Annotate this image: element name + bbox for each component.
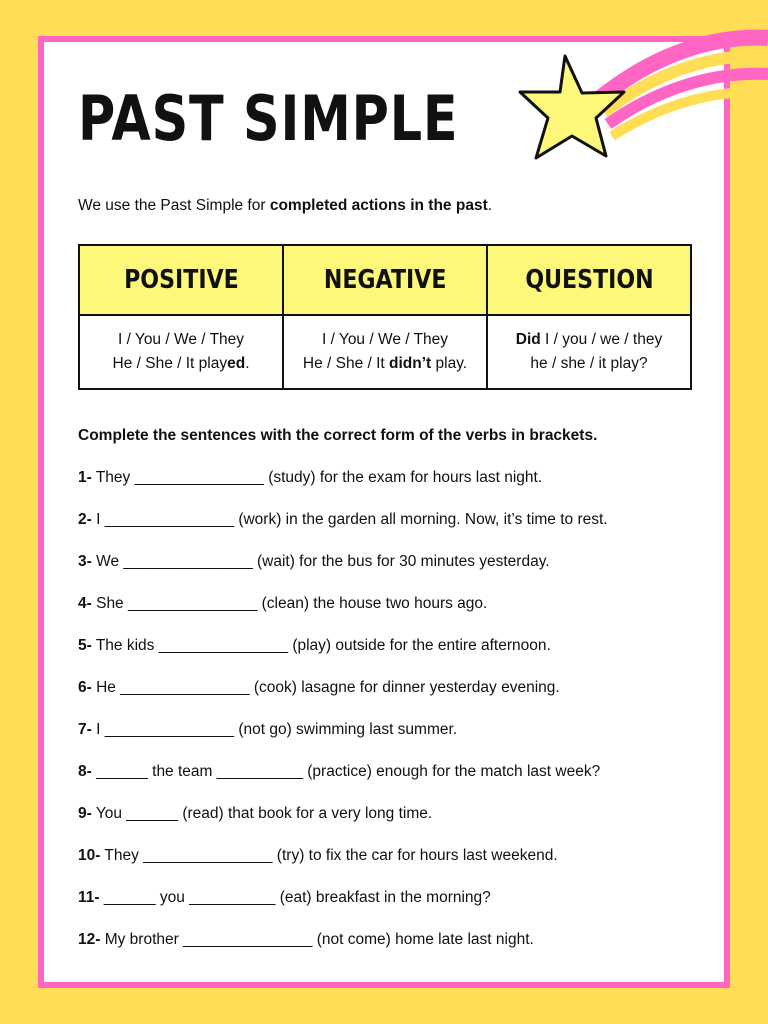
exercise-item: 5- The kids _______________ (play) outside for the entire afternoon. — [78, 637, 551, 654]
cell-question: Did I / you / we / they he / she / it play? — [487, 315, 691, 389]
exercise-item: 4- She _______________ (clean) the house two hours ago. — [78, 595, 488, 612]
exercise-item: 3- We _______________ (wait) for the bus for 30 minutes yesterday. — [78, 553, 550, 570]
header-question: QUESTION — [487, 245, 691, 315]
cell-negative: I / You / We / They He / She / It didn’t play. — [283, 315, 487, 389]
header-positive: POSITIVE — [79, 245, 283, 315]
exercise-item: 1- They _______________ (study) for the exam for hours last night. — [78, 469, 543, 486]
exercise-list — [78, 468, 608, 972]
instructions: Complete the sentences with the correct form of the verbs in brackets. — [78, 427, 598, 444]
exercise-item: 7- I _______________ (not go) swimming last summer. — [78, 721, 458, 738]
exercise-item: 11- ______ you __________ (eat) breakfast in the morning? — [78, 889, 491, 906]
cell-positive: I / You / We / They He / She / It played. — [79, 315, 283, 389]
exercise-item: 6- He _______________ (cook) lasagne for dinner yesterday evening. — [78, 679, 560, 696]
exercise-item: 10- They _______________ (try) to fix the car for hours last weekend. — [78, 847, 558, 864]
exercise-item: 8- ______ the team __________ (practice) enough for the match last week? — [78, 763, 601, 780]
intro-text: We use the Past Simple for completed actions in the past. — [78, 197, 493, 214]
grammar-table — [78, 244, 692, 390]
exercise-item: 12- My brother _______________ (not come) home late last night. — [78, 931, 534, 948]
page-title: PAST SIMPLE — [78, 82, 459, 155]
exercise-item: 2- I _______________ (work) in the garden all morning. Now, it’s time to rest. — [78, 511, 608, 528]
exercise-item: 9- You ______ (read) that book for a very long time. — [78, 805, 433, 822]
header-negative: NEGATIVE — [283, 245, 487, 315]
